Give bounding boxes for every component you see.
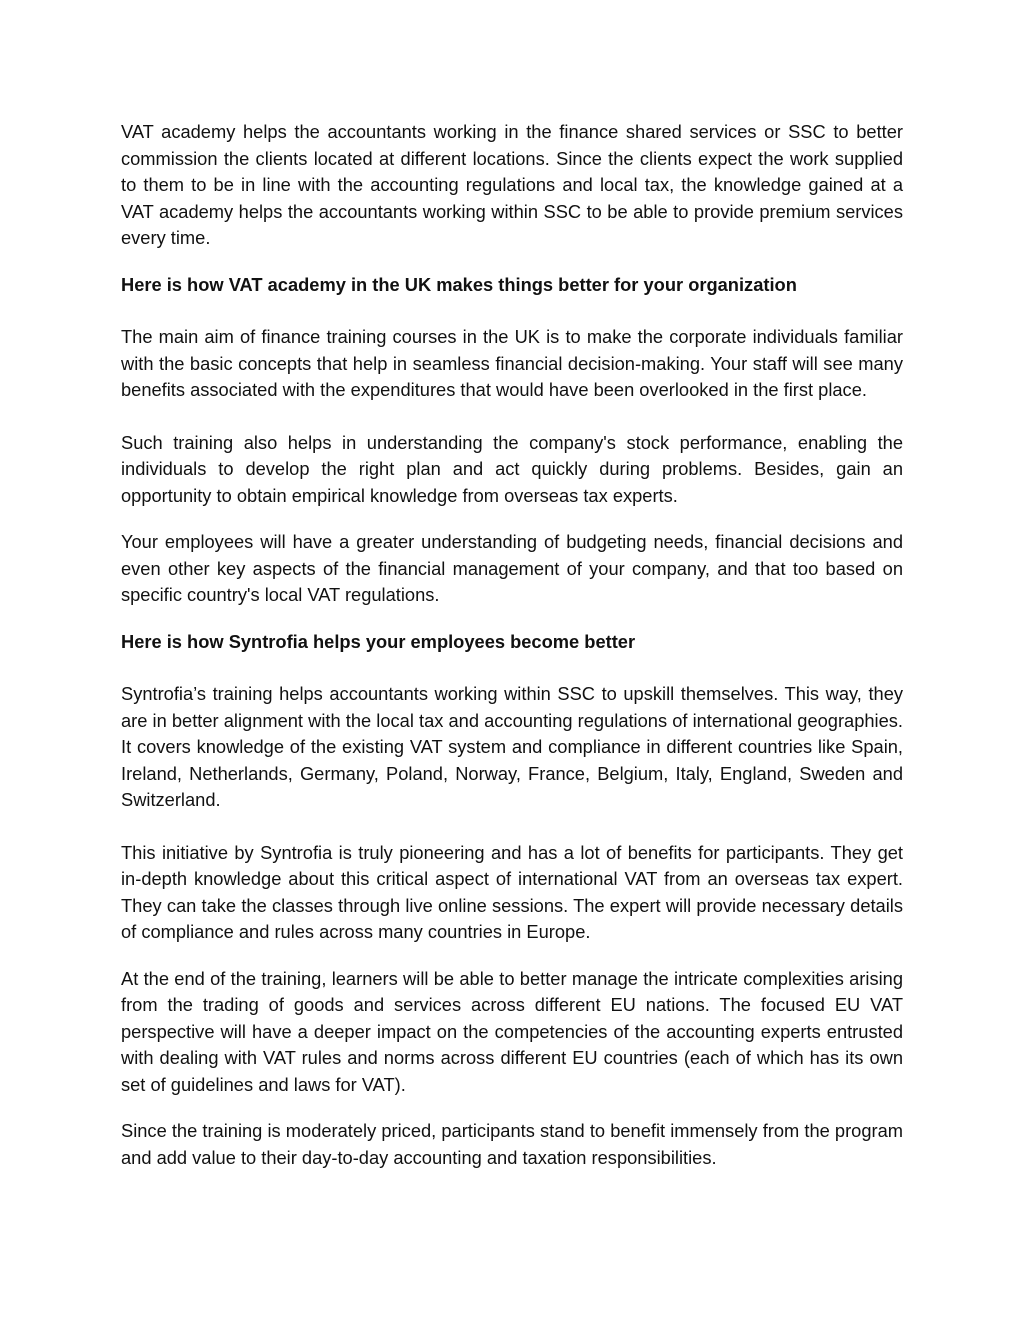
finance-training-paragraph: The main aim of finance training courses in the UK is to make the corporate individuals familiar with the basic concepts that help in seamless financial decision-making. Your staff will see many benefits associated with the expenditures that would have been overlooked in the first place.: [121, 326, 903, 400]
syntrofia-training-paragraph: Syntrofia’s training helps accountants working within SSC to upskill themselves. This way, they are in better alignment with the local tax and accounting regulations of international geographies. It covers knowledge of the existing VAT system and compliance in different countries like Spain, Ireland, Netherlands, Germany, Poland, Norway, France, Belgium, Italy, England, Sweden and Switzerland.: [121, 683, 903, 810]
pricing-paragraph: Since the training is moderately priced, participants stand to benefit immensely from the program and add value to their day-to-day accounting and taxation responsibilities.: [121, 1120, 903, 1168]
document-body: [121, 119, 903, 1171]
intro-paragraph: VAT academy helps the accountants working in the finance shared services or SSC to better commission the clients located at different locations. Since the clients expect the work supplied to them to be in line with the accounting regulations and local tax, the knowledge gained at a VAT academy helps the accountants working within SSC to be able to provide premium services every time.: [121, 121, 903, 248]
end-of-training-paragraph: At the end of the training, learners will be able to better manage the intricate complexities arising from the trading of goods and services across different EU nations. The focused EU VAT perspective will have a deeper impact on the competencies of the accounting experts entrusted with dealing with VAT rules and norms across different EU countries (each of which has its own set of guidelines and laws for VAT).: [121, 967, 903, 1095]
section-heading-syntrofia: Here is how Syntrofia helps your employees become better: [121, 630, 636, 652]
section-heading-vat-academy: Here is how VAT academy in the UK makes things better for your organization: [121, 273, 797, 295]
stock-performance-paragraph: Such training also helps in understanding the company's stock performance, enabling the individuals to develop the right plan and act quickly during problems. Besides, gain an opportunity to obtain empirical knowledge from overseas tax experts.: [121, 431, 903, 506]
initiative-paragraph: This initiative by Syntrofia is truly pioneering and has a lot of benefits for participants. They get in-depth knowledge about this critical aspect of international VAT from an overseas tax expert. They can take the classes through live online sessions. The expert will provide necessary details of compliance and rules across many countries in Europe.: [121, 841, 903, 942]
employees-understanding-paragraph: Your employees will have a greater understanding of budgeting needs, financial decisions and even other key aspects of the financial management of your company, and that too based on specific country's local VAT regulations.: [121, 531, 903, 605]
